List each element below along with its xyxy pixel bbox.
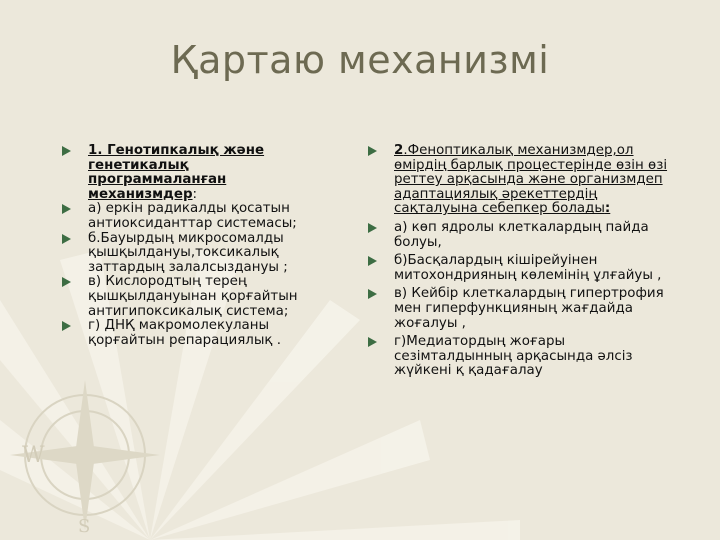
right-bullet-list: [368, 144, 668, 379]
svg-text:W: W: [22, 443, 45, 468]
item-tail: :: [604, 201, 611, 217]
left-bullet-list: [62, 144, 327, 348]
item-number: 2: [394, 143, 404, 158]
item-text: .Феноптикалық механизмдер,ол өмірдің барлық процестерінде өзін өзі реттеу арқасында және организмдеп адаптациялық әрекеттердің сақталуына себепкер болады: [394, 143, 668, 217]
list-item: [62, 202, 327, 231]
item-text: б.Бауырдың микросомалды қышқылдануы,токсикалық заттардың залалсыздануы ;: [88, 230, 288, 275]
item-text: г)Медиатордың жоғары сезімталдынның арқасында әлсіз жүйкені қ қадағалау: [394, 334, 633, 379]
compass-icon: [0, 370, 170, 540]
list-item: [62, 319, 327, 348]
item-text: г) ДНҚ макромолекуланы қорғайтын репарациялық .: [88, 318, 281, 348]
item-text: в) Кейбір клеткалардың гипертрофия мен гиперфункцияның жағдайда жоғалуы ,: [394, 286, 664, 331]
list-item: [62, 275, 327, 319]
item-text: а) көп ядролы клеткалардың пайда болуы,: [394, 219, 649, 250]
bullet-arrow-icon: [62, 234, 71, 244]
slide-title: Қартаю механизмі: [170, 38, 550, 82]
bullet-arrow-icon: [368, 289, 377, 299]
svg-text:S: S: [78, 516, 91, 537]
bullet-arrow-icon: [62, 146, 71, 156]
bullet-arrow-icon: [62, 321, 71, 331]
item-text: в) Кислородтың терең қышқылдануынан қорғайтын антигипоксикалық система;: [88, 274, 298, 319]
bullet-arrow-icon: [368, 146, 377, 156]
bullet-arrow-icon: [62, 204, 71, 214]
bullet-arrow-icon: [368, 223, 377, 233]
list-item: [368, 144, 668, 217]
item-heading-tail: :: [192, 186, 198, 202]
list-item: [368, 287, 668, 331]
bullet-arrow-icon: [62, 277, 71, 287]
bullet-arrow-icon: [368, 256, 377, 266]
list-item: [368, 221, 668, 250]
list-item: [368, 254, 668, 283]
item-heading: 1. Генотипкалық және генетикалық программаланған механизмдер: [88, 143, 265, 202]
bullet-arrow-icon: [368, 337, 377, 347]
right-column: [368, 144, 668, 379]
left-column: [62, 144, 327, 348]
list-item: [368, 335, 668, 379]
list-item: [62, 144, 327, 202]
list-item: [62, 232, 327, 276]
item-text: б)Басқалардың кішірейуінен митохондрияның көлемінің ұлғайуы ,: [394, 253, 662, 283]
item-text: а) еркін радикалды қосатын антиоксиданттар системасы;: [88, 201, 297, 231]
